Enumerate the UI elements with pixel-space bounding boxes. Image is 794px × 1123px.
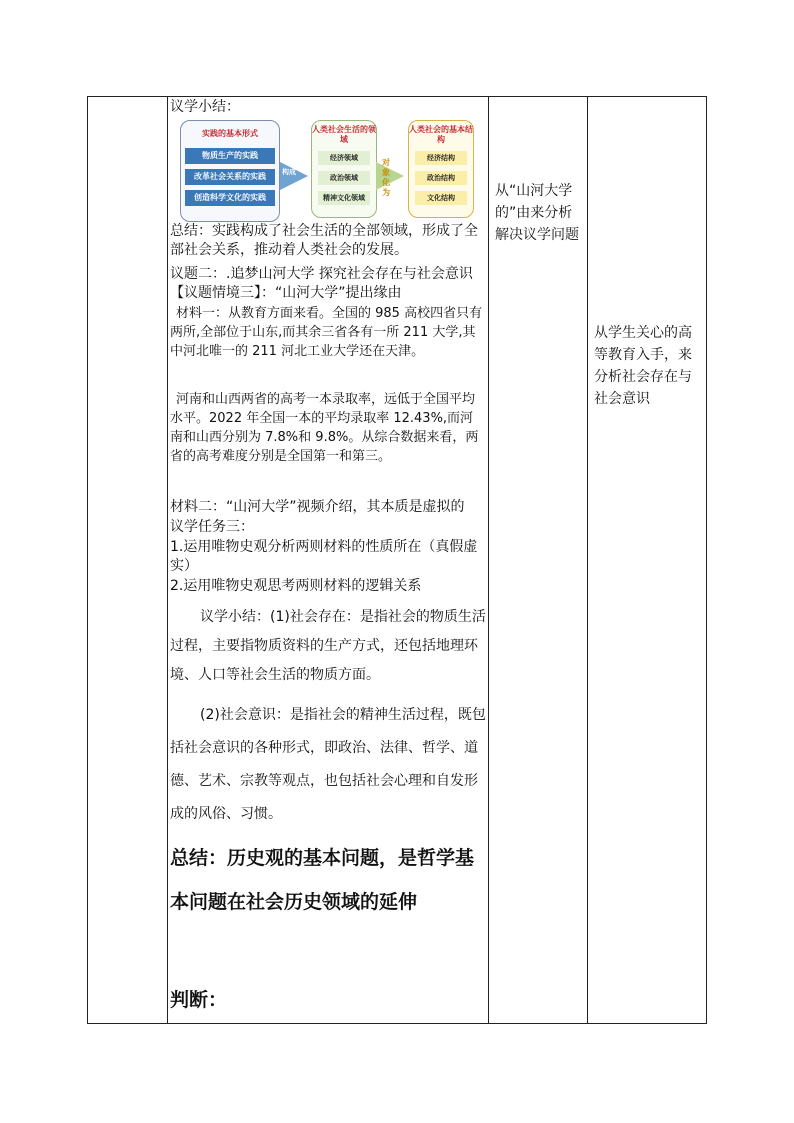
arrow-objectify-label: 对象化为 [382, 158, 390, 197]
practice-forms-title: 实践的基本形式 [202, 129, 258, 138]
social-structure-item: 政治结构 [415, 171, 467, 185]
summary-social-consciousness: (2)社会意识：是指社会的精神生活过程，既包括社会意识的各种形式，即政治、法律、哲学、道德、艺术、宗教等观点，也包括社会心理和自发形成的风俗、习惯。 [170, 707, 486, 822]
big-conclusion: 总结：历史观的基本问题，是哲学基本问题在社会历史领域的延伸 [170, 847, 475, 913]
social-life-fields-box [311, 120, 377, 218]
material-one-continued: 河南和山西两省的高考一本录取率，远低于全国平均水平。2022 年全国一本的平均录取率 12.43%,而河南和山西分别为 7.8%和 9.8%。从综合数据来看，两省的高考难度分别是全国第一和第三。 [170, 392, 479, 464]
task-three-item-2: 2.运用唯物史观思考两则材料的逻辑关系 [170, 578, 422, 594]
social-structure-title: 人类社会的基本结构 [409, 125, 473, 144]
practice-form-item: 物质生产的实践 [185, 148, 275, 164]
goal-column-text: 从“山河大学的”由来分析解决议学问题 [495, 183, 579, 243]
arrow-constitute-label: 构成 [282, 168, 296, 176]
scenario-three: 【议题情境三】：“山河大学”提出缘由 [170, 285, 402, 301]
summary-social-existence: 议学小结：(1)社会存在：是指社会的物质生活过程，主要指物质资料的生产方式，还包括地理环境、人口等社会生活的物质方面。 [170, 609, 486, 683]
task-three-item-1: 1.运用唯物史观分析两则材料的性质所在（真假虚实） [170, 539, 478, 574]
social-life-fields-title: 人类社会生活的领域 [312, 125, 376, 144]
column-divider-3 [587, 96, 588, 1024]
material-two: 材料二：“山河大学”视频介绍，其本质是虚拟的 [170, 499, 465, 515]
summary-title: 议学小结： [170, 99, 240, 115]
practice-form-item: 创造科学文化的实践 [185, 190, 275, 206]
conclusion-practice: 总结：实践构成了社会生活的全部领域，形成了全部社会关系，推动着人类社会的发展。 [170, 223, 478, 258]
social-structure-item: 文化结构 [415, 191, 467, 205]
judge-heading: 判断： [170, 989, 228, 1011]
intent-column-text: 从学生关心的高等教育入手，来分析社会存在与社会意识 [594, 325, 692, 407]
arrow-constitute [280, 162, 308, 190]
column-divider-2 [488, 96, 489, 1024]
social-field-item: 精神文化领域 [318, 191, 370, 205]
practice-forms-box [180, 120, 280, 222]
topic-two: 议题二：.追梦山河大学 探究社会存在与社会意识 [170, 266, 473, 282]
social-field-item: 政治领域 [318, 171, 370, 185]
social-structure-box [408, 120, 474, 218]
social-field-item: 经济领域 [318, 151, 370, 165]
practice-structure-diagram [176, 118, 482, 222]
column-divider-1 [167, 96, 168, 1024]
practice-form-item: 改革社会关系的实践 [185, 169, 275, 185]
material-one: 材料一：从教育方面来看。全国的 985 高校四省只有两所,全部位于山东,而其余三省各有一所 211 大学,其中河北唯一的 211 河北工业大学还在天津。 [170, 306, 483, 359]
task-three-title: 议学任务三： [170, 519, 254, 535]
social-structure-item: 经济结构 [415, 151, 467, 165]
